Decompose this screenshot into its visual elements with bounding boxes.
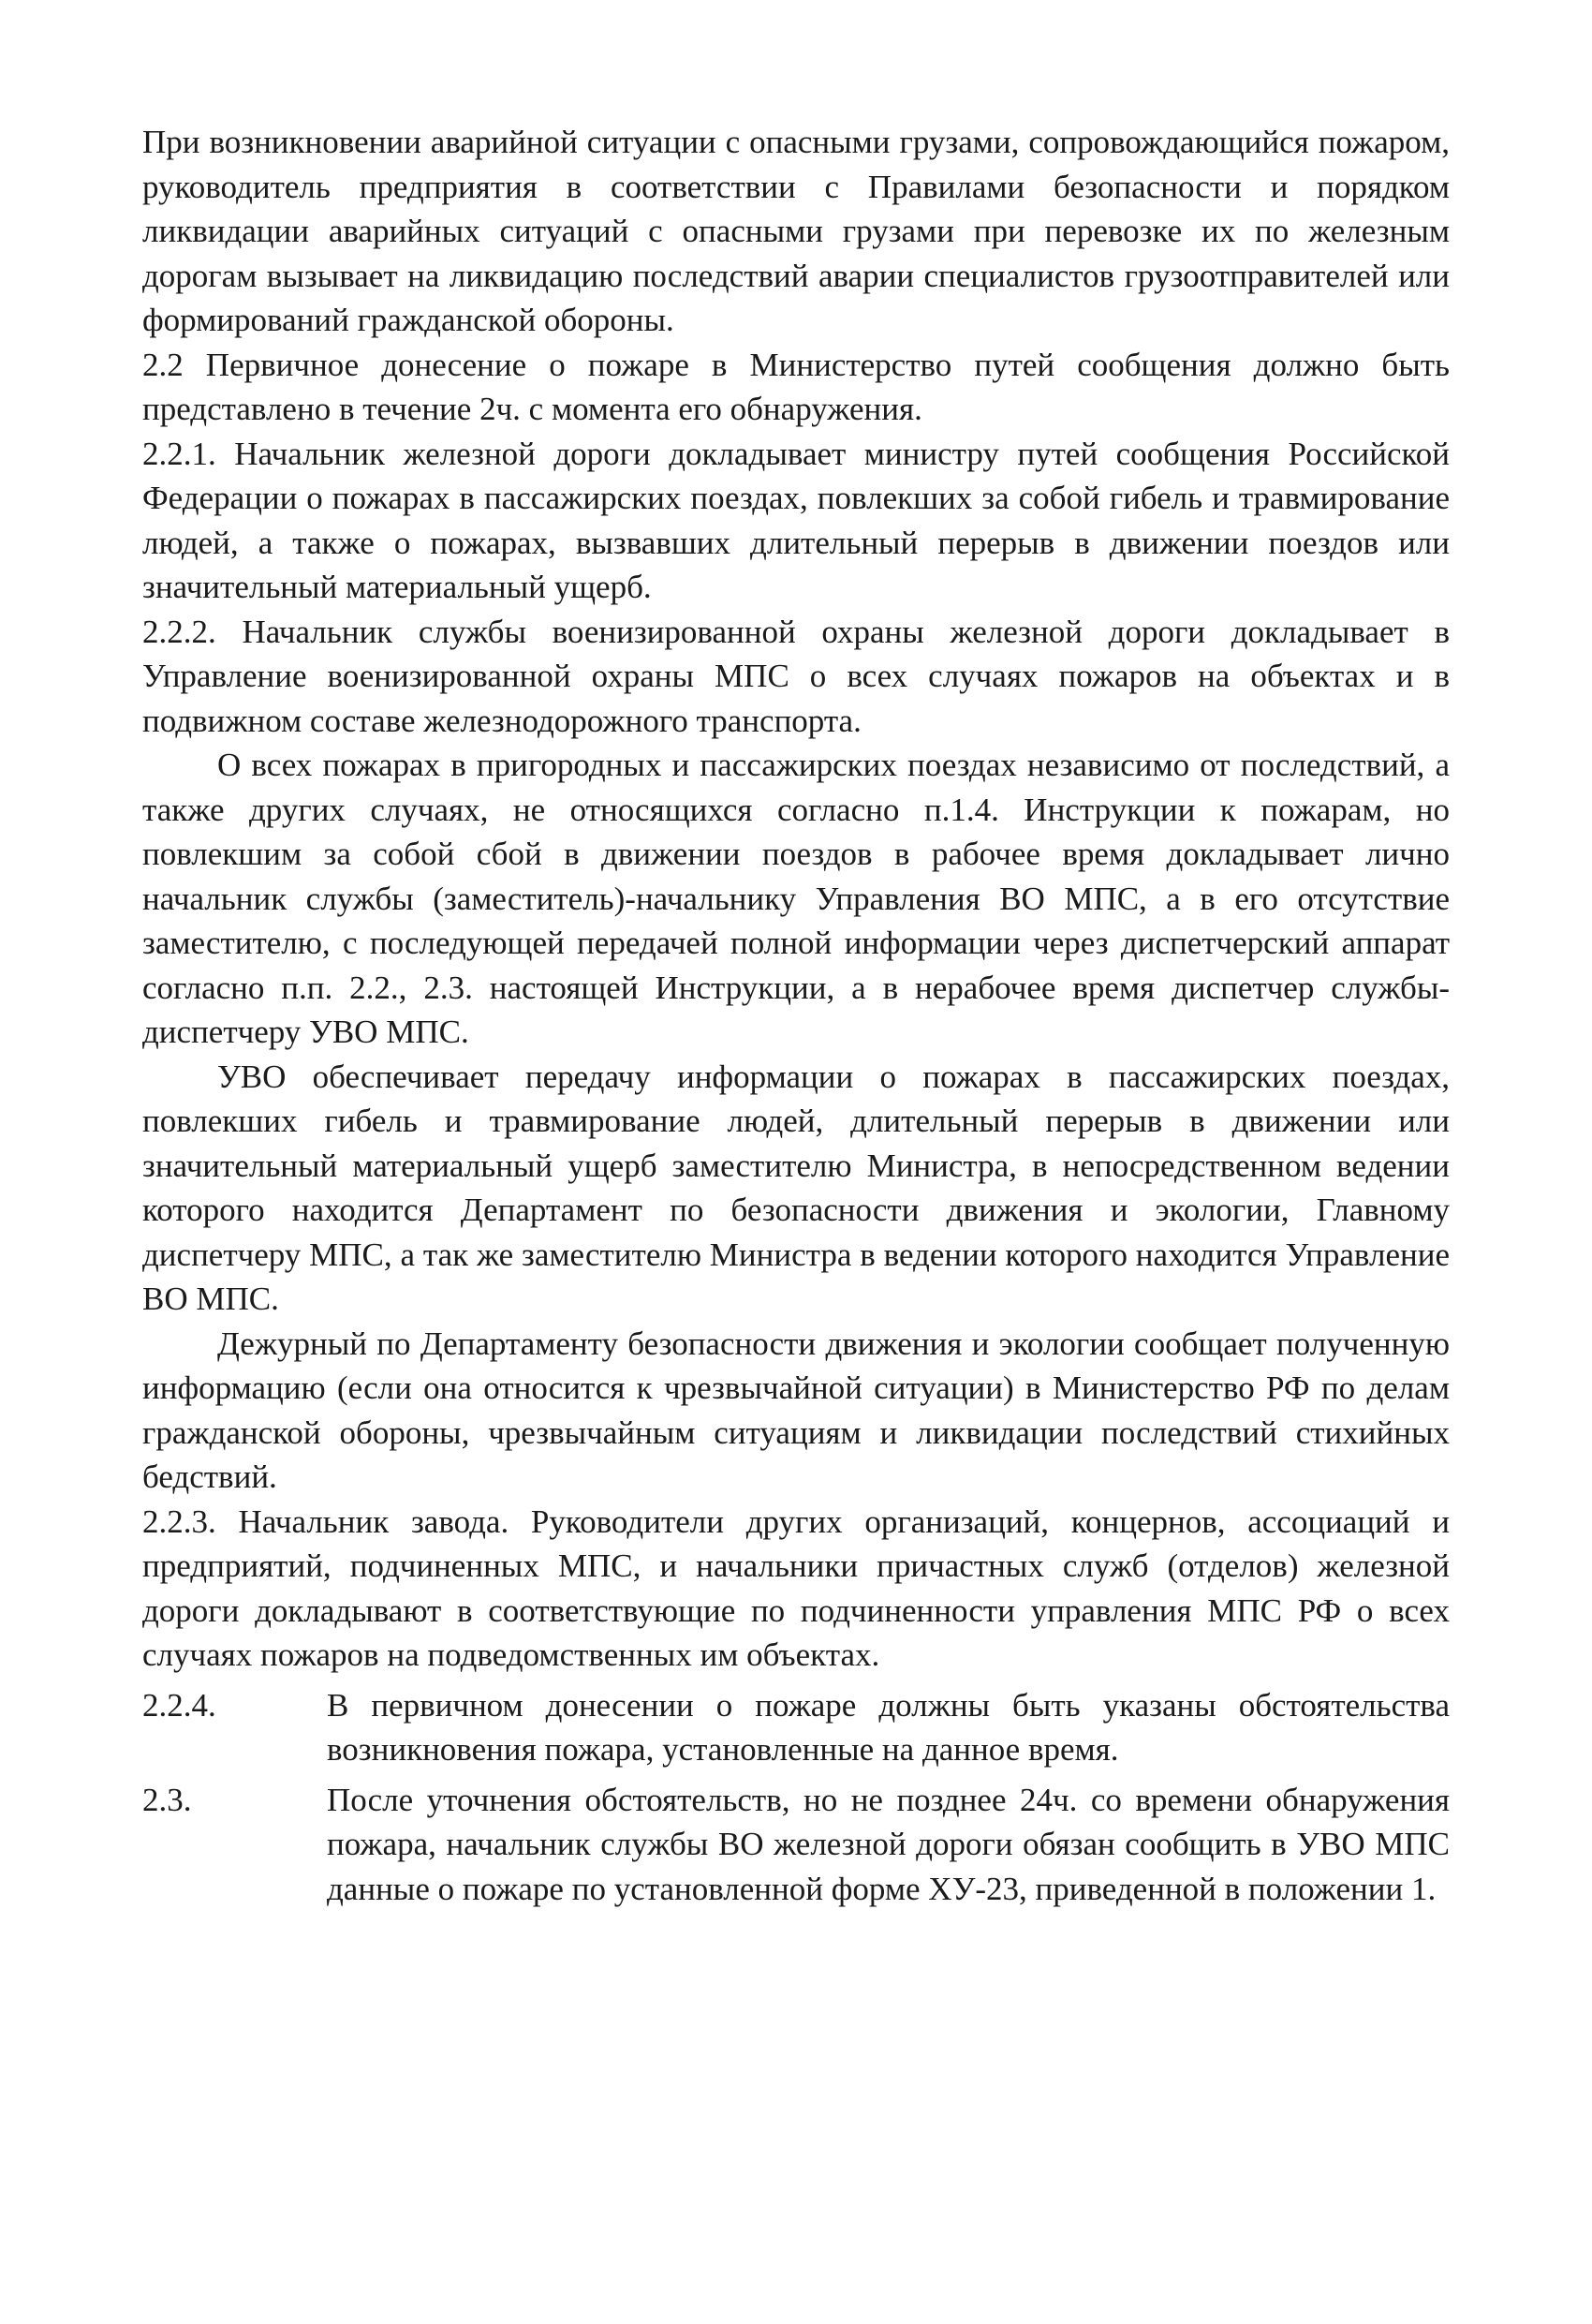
item-text: В первичном донесении о пожаре должны быть указаны обстоятельства возникновения пожара, установленные на данное время. — [327, 1686, 1450, 1768]
item-number: 2.2.4. — [142, 1686, 216, 1724]
item-number: 2.3. — [142, 1781, 192, 1818]
paragraph-uvo-information-transfer: УВО обеспечивает передачу информации о пожарах в пассажирских поездах, повлекших гибель и травмирование людей, длительный перерыв в движении или значительный материальный ущерб заместителю Министра, в непосредственном ведении которого находится Департамент по безопасности движения и экологии, Главному диспетчеру МПС, а так же заместителю Министра в ведении которого находится Управление ВО МПС. — [142, 1058, 1450, 1317]
paragraph-2-2-3-plant-head: 2.2.3. Начальник завода. Руководители других организаций, концернов, ассоциаций и предприятий, подчиненных МПС, и начальники причастных служб (отделов) железной дороги докладывают в соответствующие по подчиненности управления МПС РФ о всех случаях пожаров на подведомственных им объектах. — [142, 1502, 1450, 1673]
numbered-item-2-2-4 — [142, 1683, 1450, 1772]
paragraph-2-2-initial-report: 2.2 Первичное донесение о пожаре в Министерство путей сообщения должно быть представлено в течение 2ч. с момента его обнаружения. — [142, 346, 1450, 427]
numbered-item-2-3 — [142, 1778, 1450, 1912]
item-text: После уточнения обстоятельств, но не позднее 24ч. со времени обнаружения пожара, начальник службы ВО железной дороги обязан сообщить в УВО МПС данные о пожаре по установленной форме ХУ-23, приведенной в положении 1. — [327, 1781, 1450, 1907]
paragraph-suburban-passenger-fires: О всех пожарах в пригородных и пассажирских поездах независимо от последствий, а также других случаях, не относящихся согласно п.1.4. Инструкции к пожарам, но повлекшим за собой сбой в движении поездов в рабочее время докладывает лично начальник службы (заместитель)-начальнику Управления ВО МПС, а в его отсутствие заместителю, с последующей передачей полной информации через диспетчерский аппарат согласно п.п. 2.2., 2.3. настоящей Инструкции, а в нерабочее время диспетчер службы- диспетчеру УВО МПС. — [142, 747, 1450, 1050]
paragraph-emergency-dangerous-goods: При возникновении аварийной ситуации с опасными грузами, сопровождающийся пожаром, руководитель предприятия в соответствии с Правилами безопасности и порядком ликвидации аварийных ситуаций с опасными грузами при перевозке их по железным дорогам вызывает на ликвидацию последствий аварии специалистов грузоотправителей или формирований гражданской обороны. — [142, 124, 1450, 338]
paragraph-duty-officer: Дежурный по Департаменту безопасности движения и экологии сообщает полученную информацию (если она относится к чрезвычайной ситуации) в Министерство РФ по делам гражданской обороны, чрезвычайным ситуациям и ликвидации последствий стихийных бедствий. — [142, 1325, 1450, 1495]
document-page — [142, 120, 1450, 1911]
paragraph-2-2-2-security-service-head: 2.2.2. Начальник службы военизированной охраны железной дороги докладывает в Управление военизированной охраны МПС о всех случаях пожаров на объектах и в подвижном составе железнодорожного транспорта. — [142, 613, 1450, 739]
paragraph-2-2-1-railway-head: 2.2.1. Начальник железной дороги докладывает министру путей сообщения Российской Федерации о пожарах в пассажирских поездах, повлекших за собой гибель и травмирование людей, а также о пожарах, вызвавших длительный перерыв в движении поездов или значительный материальный ущерб. — [142, 435, 1450, 605]
